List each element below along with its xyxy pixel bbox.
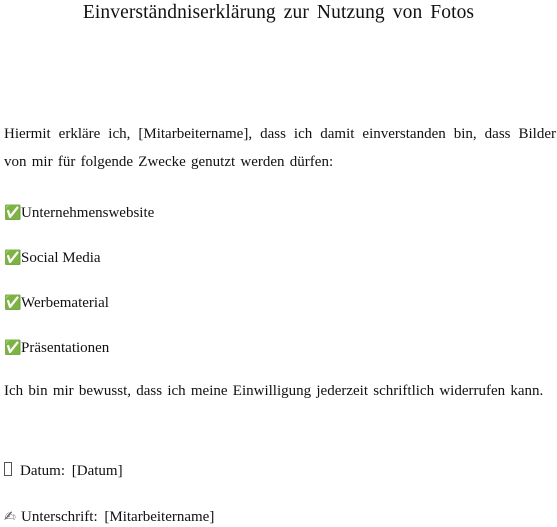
document-title: Einverständniserklärung zur Nutzung von Fotos — [82, 2, 475, 23]
signature-line — [4, 507, 214, 527]
purpose-label: Präsentationen — [21, 340, 110, 356]
signature-label: Unterschrift: — [21, 509, 98, 525]
check-icon: ✅ — [4, 340, 22, 356]
date-label: Datum: — [20, 463, 65, 479]
date-value: [Datum] — [71, 463, 123, 479]
check-icon: ✅ — [4, 295, 22, 311]
signature-value: [Mitarbeitername] — [104, 509, 215, 525]
purpose-label: Social Media — [21, 250, 101, 266]
intro-paragraph: Hiermit erkläre ich, [Mitarbeitername], dass ich damit einverstanden bin, dass Bilder von mir für folgende Zwecke genutzt werden dürfen: — [4, 126, 556, 170]
check-icon: ✅ — [4, 250, 22, 266]
purpose-item — [4, 293, 109, 313]
purpose-label: Werbematerial — [21, 295, 109, 311]
purpose-item — [4, 248, 101, 268]
revocation-paragraph: Ich bin mir bewusst, dass ich meine Einwilligung jederzeit schriftlich widerrufen kann. — [4, 383, 544, 399]
calendar-box-icon — [4, 462, 12, 476]
purpose-item — [4, 338, 109, 358]
purpose-label: Unternehmenswebsite — [21, 205, 155, 221]
check-icon: ✅ — [4, 205, 22, 221]
writing-hand-icon: ✍ — [4, 509, 16, 525]
date-line — [4, 461, 123, 481]
purpose-item — [4, 203, 154, 223]
